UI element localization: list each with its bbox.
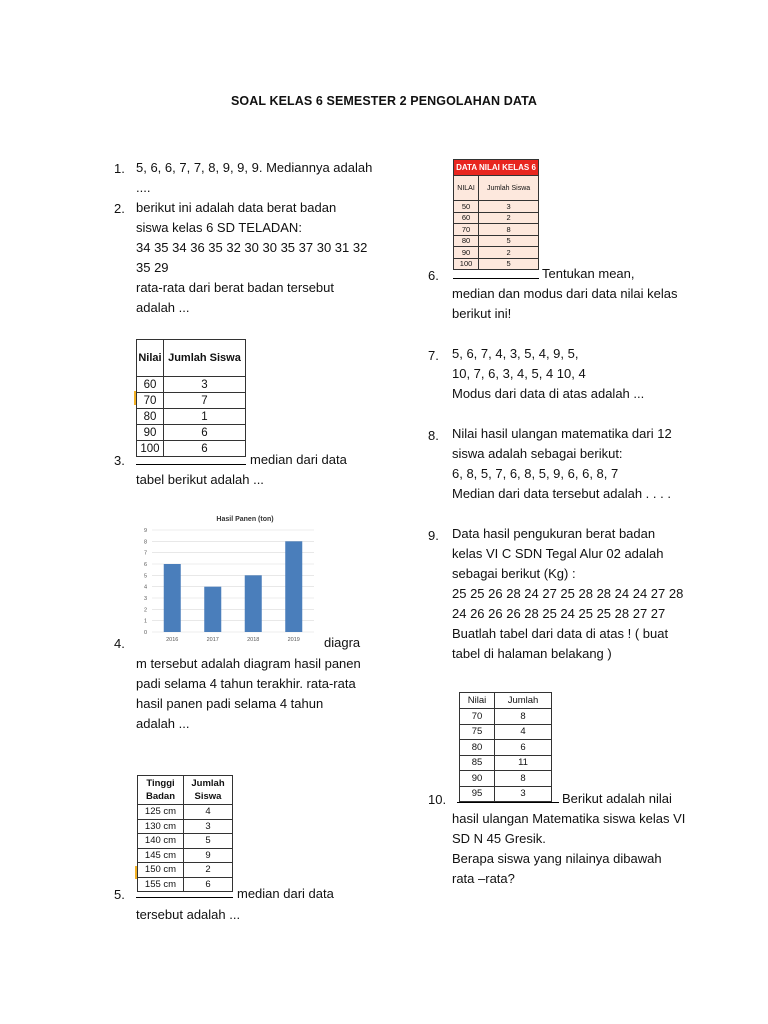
table-cell: 3 [479,201,539,213]
table-cell: 3 [495,786,552,802]
question-text: sebagai berikut (Kg) : [452,566,576,581]
y-tick-label: 7 [143,550,147,557]
harvest-bar-chart [132,508,322,648]
table-cell: 60 [137,377,164,393]
nilai-table [136,339,246,457]
question-text: 24 26 26 26 28 25 24 25 25 28 27 27 [452,606,666,621]
question-text: Median dari data tersebut adalah . . . . [452,486,671,501]
table-row [454,201,539,213]
table-row [138,877,233,892]
bar-2018 [245,575,262,632]
question-number: 3. [114,453,125,468]
table-row [454,247,539,259]
question-text: tersebut adalah ... [136,907,241,922]
table-cell: 60 [454,212,479,224]
question-text: adalah ... [136,300,190,315]
y-tick-label: 6 [143,562,147,568]
table-cell: 5 [479,258,539,270]
question-text: berikut ini! [452,306,512,321]
question-text: .... [136,180,151,195]
question-text: rata-rata dari berat badan tersebut [136,280,335,295]
table-cell: 140 cm [138,834,184,849]
bar-2016 [164,564,181,632]
question-text: 10, 7, 6, 3, 4, 5, 4 10, 4 [452,366,586,381]
question-text: SD N 45 Gresik. [452,831,546,846]
table-header: Jumlah Siswa [479,176,539,201]
question-text: Berikut adalah nilai [562,791,672,806]
question-text: Data hasil pengukuran berat badan [452,526,656,541]
table-row [137,393,246,409]
y-tick-label: 2 [143,607,147,614]
table-cell: 4 [495,724,552,740]
question-text: 5, 6, 7, 4, 3, 5, 4, 9, 5, [452,346,579,361]
table-cell: 5 [479,235,539,247]
table-header: Jumlah Siswa [163,340,245,377]
chart-title: Hasil Panen (ton) [216,516,274,523]
table-row [138,834,233,849]
table-cell: 6 [183,877,232,892]
question-number: 9. [428,528,439,543]
question-text: berikut ini adalah data berat badan [136,200,337,215]
table-row [137,409,246,425]
table-title: DATA NILAI KELAS 6 [454,160,539,176]
table-row [137,441,246,457]
answer-underline [136,464,246,465]
y-tick-label: 8 [143,539,147,546]
table-row [454,258,539,270]
table-cell: 125 cm [138,805,184,820]
table-cell: 155 cm [138,877,184,892]
question-number: 6. [428,268,439,283]
table-cell: 130 cm [138,819,184,834]
table-cell: 9 [183,848,232,863]
answer-underline [457,802,559,803]
question-text: rata –rata? [452,871,515,886]
question-number: 4. [114,636,125,651]
question-text: m tersebut adalah diagram hasil panen [136,656,361,671]
answer-underline [136,897,233,898]
table-row [454,235,539,247]
x-tick-label: 2017 [206,637,219,643]
question-text: tabel di halaman belakang ) [452,646,612,661]
table-cell: 95 [460,786,495,802]
table-row [454,212,539,224]
table-cell: 3 [163,377,245,393]
table-header [138,776,184,805]
y-tick-label: 3 [143,596,147,602]
header-line: Badan [145,791,176,802]
page-title: SOAL KELAS 6 SEMESTER 2 PENGOLAHAN DATA [230,94,538,108]
question-number: 2. [114,201,125,216]
answer-underline [453,278,539,279]
table-cell: 100 [137,441,164,457]
table-cell: 150 cm [138,863,184,878]
question-text: 25 25 26 28 24 27 25 28 28 24 24 27 28 [452,586,684,601]
question-number: 7. [428,348,439,363]
table-cell: 8 [495,771,552,787]
table-cell: 2 [183,863,232,878]
question-text: padi selama 4 tahun terakhir. rata-rata [136,676,356,691]
question-text: Tentukan mean, [542,266,635,281]
table-cell: 50 [454,201,479,213]
table-cell: 3 [183,819,232,834]
question-text: hasil panen padi selama 4 tahun [136,696,324,711]
y-tick-label: 5 [143,573,147,580]
table-header: Nilai [137,340,164,377]
table-cell: 80 [137,409,164,425]
x-tick-label: 2019 [287,637,300,643]
table-cell: 7 [163,393,245,409]
data-nilai-table [453,159,539,270]
table-row [138,819,233,834]
question-text: siswa kelas 6 SD TELADAN: [136,220,302,235]
question-text: median dan modus dari data nilai kelas [452,286,678,301]
question-text: Modus dari data di atas adalah ... [452,386,645,401]
table-row [137,425,246,441]
header-line: Jumlah [191,778,225,789]
table-row [460,771,552,787]
question-number: 10. [428,792,447,807]
table-cell: 80 [454,235,479,247]
question-text: hasil ulangan Matematika siswa kelas VI [452,811,686,826]
table-cell: 1 [163,409,245,425]
table-cell: 6 [163,425,245,441]
header-line: Tinggi [146,778,175,789]
table-cell: 85 [460,755,495,771]
tinggi-badan-table [137,775,233,892]
question-text: Buatlah tabel dari data di atas ! ( buat [452,626,669,641]
question-text: median dari data [250,452,347,467]
table-cell: 90 [460,771,495,787]
table-cell: 2 [479,247,539,259]
question-text: diagra [324,635,361,650]
x-tick-label: 2018 [247,637,260,643]
question-text: Nilai hasil ulangan matematika dari 12 [452,426,672,441]
question-number: 5. [114,887,125,902]
table-row [460,786,552,802]
table-cell: 2 [479,212,539,224]
table-cell: 6 [495,740,552,756]
question-text: 5, 6, 6, 7, 7, 8, 9, 9, 9. Mediannya adalah [136,160,373,175]
question-number: 8. [428,428,439,443]
nilai-jumlah-table [459,692,552,802]
table-header: Jumlah [495,693,552,709]
question-number: 1. [114,161,125,176]
table-row [460,755,552,771]
table-row [460,724,552,740]
question-text: median dari data [237,886,334,901]
table-cell: 11 [495,755,552,771]
cell-selection-marker [135,866,137,879]
table-cell: 80 [460,740,495,756]
table-row [138,805,233,820]
table-cell: 145 cm [138,848,184,863]
y-tick-label: 1 [143,618,147,625]
question-text: adalah ... [136,716,190,731]
table-cell: 90 [454,247,479,259]
table-cell: 90 [137,425,164,441]
table-header: Nilai [460,693,495,709]
table-cell: 70 [460,709,495,725]
table-cell: 4 [183,805,232,820]
table-header: NILAI [454,176,479,201]
table-row [138,848,233,863]
table-cell: 70 [137,393,164,409]
bar-2019 [285,541,302,632]
table-cell: 6 [163,441,245,457]
table-row [137,377,246,393]
question-text: tabel berikut adalah ... [136,472,264,487]
table-row [460,740,552,756]
question-text: kelas VI C SDN Tegal Alur 02 adalah [452,546,664,561]
table-cell: 70 [454,224,479,236]
table-cell: 100 [454,258,479,270]
question-text: 35 29 [136,260,169,275]
header-line: Siswa [194,791,222,802]
y-tick-label: 4 [143,584,147,591]
cell-selection-marker [134,391,136,405]
question-text: Berapa siswa yang nilainya dibawah [452,851,662,866]
question-text: siswa adalah sebagai berikut: [452,446,623,461]
question-text: 34 35 34 36 35 32 30 30 35 37 30 31 32 [136,240,368,255]
table-row [138,863,233,878]
y-tick-label: 0 [143,630,147,636]
table-cell: 8 [479,224,539,236]
table-cell: 8 [495,709,552,725]
table-cell: 5 [183,834,232,849]
question-text: 6, 8, 5, 7, 6, 8, 5, 9, 6, 6, 8, 7 [452,466,619,481]
bar-2017 [204,587,221,632]
x-tick-label: 2016 [166,637,179,643]
table-row [454,224,539,236]
table-cell: 75 [460,724,495,740]
table-row [460,709,552,725]
y-tick-label: 9 [143,528,147,534]
table-header [183,776,232,805]
